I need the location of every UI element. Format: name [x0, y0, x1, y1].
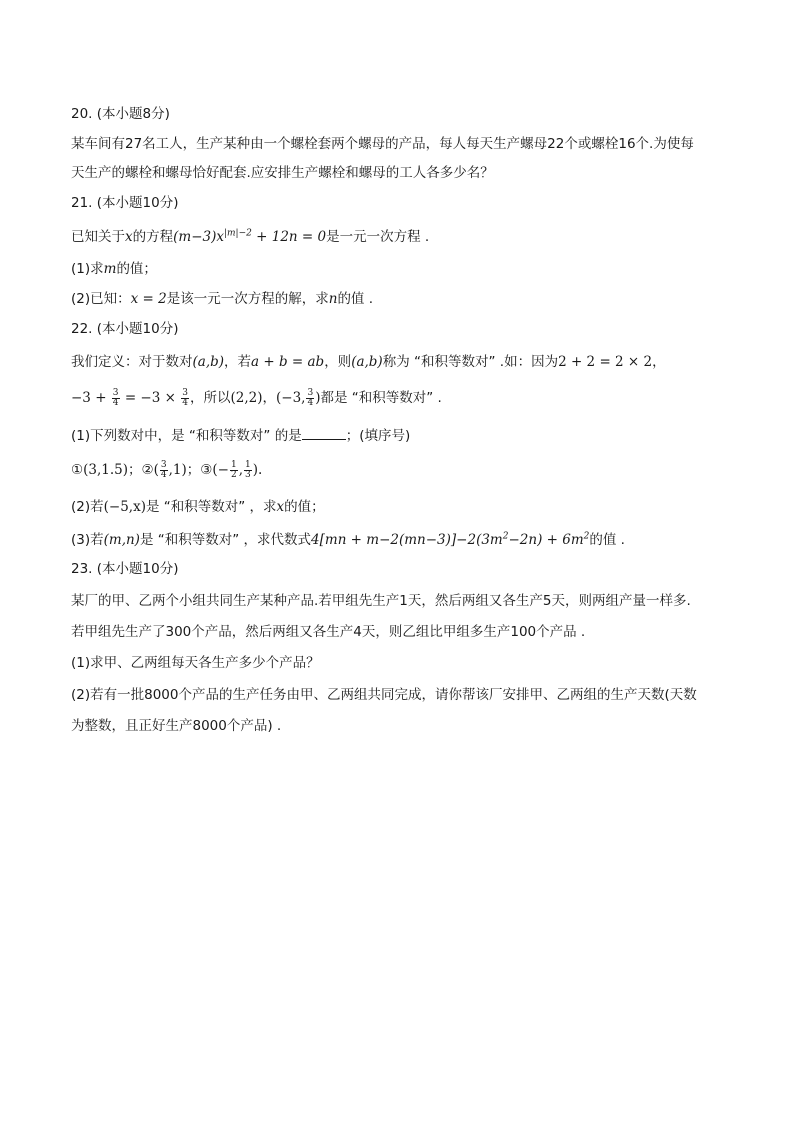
q23-text-line2: 若甲组先生产了300个产品，然后两组又各生产4天，则乙组比甲组多生产100个产品 . [71, 624, 586, 640]
q21-equation: $(m-3)x^{|m|-2} + 12n = 0$ [173, 228, 327, 245]
q20-header: 20. (本小题8分) [71, 106, 170, 122]
q22-definition-line2: −3 + $\frac{3}{4}$ = −3 × $\frac{3}{4}$ ，所以(2,2)，(−3, $\frac{3}{4}$ )都是 “和积等数对” . [71, 387, 442, 408]
q23-text-line1: 某厂的甲、乙两个小组共同生产某种产品.若甲组先生产1天，然后两组又各生产5天，则两组产量一样多. [71, 593, 691, 609]
fraction-three-quarters: $\frac{3}{4}$ [307, 387, 314, 408]
option-1: ①(3,1.5) [71, 462, 128, 478]
q21-part1: (1)求m的值； [71, 261, 157, 277]
answer-blank [302, 425, 346, 440]
q22-part3: (3)若(m,n)是 “和积等数对” ，求代数式$4[mn + m-2(mn-3)]-2(3m^2-2n) + 6m^2$的值 . [71, 531, 625, 548]
q21-header: 21. (本小题10分) [71, 195, 179, 211]
option-3: ③(− $\frac{1}{2}$ , $\frac{1}{3}$ ). [200, 459, 263, 480]
q22-expression: $4[mn + m-2(mn-3)]-2(3m^2-2n) + 6m^2$ [311, 531, 590, 548]
q23-part2-line1: (2)若有一批8000个产品的生产任务由甲、乙两组共同完成，请你帮该厂安排甲、乙两组的生产天数(天数 [71, 687, 697, 703]
q22-definition-line1: 我们定义：对于数对(a,b)，若a + b = ab，则(a,b)称为 “和积等数对” .如：因为2 + 2 = 2 × 2， [71, 354, 666, 370]
option-2: ②( $\frac{3}{4}$ ,1) [141, 459, 187, 480]
q22-part2: (2)若(−5,x)是 “和积等数对” ，求x的值； [71, 499, 325, 515]
q22-part1: (1)下列数对中，是 “和积等数对” 的是 ；(填序号) [71, 425, 754, 446]
q23-part1: (1)求甲、乙两组每天各生产多少个产品？ [71, 655, 320, 671]
q20-text-line1: 某车间有27名工人，生产某种由一个螺栓套两个螺母的产品，每人每天生产螺母22个或螺栓16个.为使每 [71, 136, 694, 152]
q22-header: 22. (本小题10分) [71, 321, 179, 337]
q23-header: 23. (本小题10分) [71, 561, 179, 577]
q23-part2-line2: 为整数，且正好生产8000个产品) . [71, 718, 282, 734]
q21-intro: 已知关于x的方程$(m-3)x^{|m|-2} + 12n = 0$是一元一次方程 . [71, 228, 430, 245]
q22-options: ①(3,1.5)；②( $\frac{3}{4}$ ,1)；③(− $\frac{1}{2}$ , $\frac{1}{3}$ ). [71, 459, 263, 480]
q21-part2: (2)已知：x = 2是该一元一次方程的解，求n的值 . [71, 291, 374, 307]
q20-text-line2: 天生产的螺栓和螺母恰好配套.应安排生产螺栓和螺母的工人各多少名？ [71, 165, 494, 181]
fraction-three-quarters: $\frac{3}{4}$ [182, 387, 188, 408]
fraction-three-quarters: $\frac{3}{4}$ [112, 387, 119, 408]
